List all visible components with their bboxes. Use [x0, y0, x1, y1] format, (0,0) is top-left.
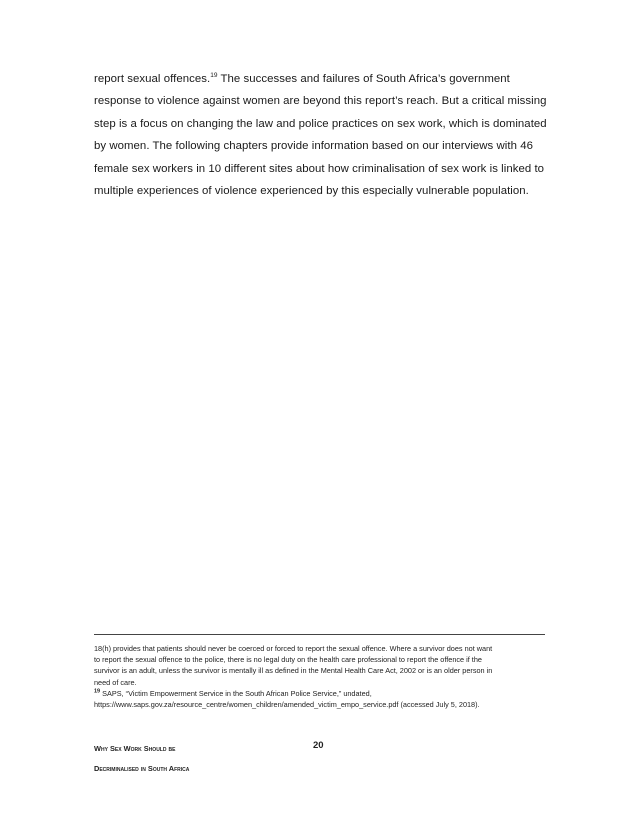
footnote-reference[interactable]: 19: [210, 72, 218, 80]
body-line: female sex workers in 10 different sites about how criminalisation of sex work is linked to: [94, 162, 545, 175]
body-line-text: The successes and failures of South Africa’s government: [217, 73, 510, 85]
body-line: response to violence against women are beyond this report’s reach. But a critical missing: [94, 95, 547, 108]
footnote-separator: [94, 634, 545, 635]
footnote-number: 19: [94, 688, 101, 695]
footnote-18-line: to report the sexual offence to the police, there is no legal duty on the health care professional to report the offence if the: [94, 655, 482, 665]
body-line: [94, 68, 554, 90]
footer-title-line: Why Sex Work Should be: [94, 744, 176, 753]
body-line-text: report sexual offences.: [94, 73, 211, 85]
footnotes: [94, 643, 546, 710]
footer-title-line: Decriminalised in South Africa: [94, 764, 190, 773]
running-footer-title: [94, 739, 189, 779]
body-paragraph: [94, 68, 554, 202]
body-line: step is a focus on changing the law and police practices on sex work, which is dominated: [94, 117, 547, 130]
footnote-18-line: survivor is an adult, unless the survivor is mentally ill as defined in the Mental Health Care Act, 2002 or is an older person in: [94, 666, 493, 676]
footnote-18-line: need of care.: [94, 677, 137, 687]
footnote-18-line: 18(h) provides that patients should never be coerced or forced to report the sexual offence. Where a survivor does not want: [94, 644, 493, 653]
footnote-19: [94, 688, 546, 699]
body-line: multiple experiences of violence experienced by this especially vulnerable population.: [94, 185, 529, 198]
footnote-19-text: SAPS, “Victim Empowerment Service in the South African Police Service,” undated,: [100, 688, 372, 698]
page-number: 20: [313, 740, 324, 751]
body-line: by women. The following chapters provide information based on our interviews with 46: [94, 140, 533, 153]
footnote-19-url[interactable]: https://www.saps.gov.za/resource_centre/women_children/amended_victim_empo_service.pdf (accessed July 5, 2018).: [94, 700, 480, 710]
